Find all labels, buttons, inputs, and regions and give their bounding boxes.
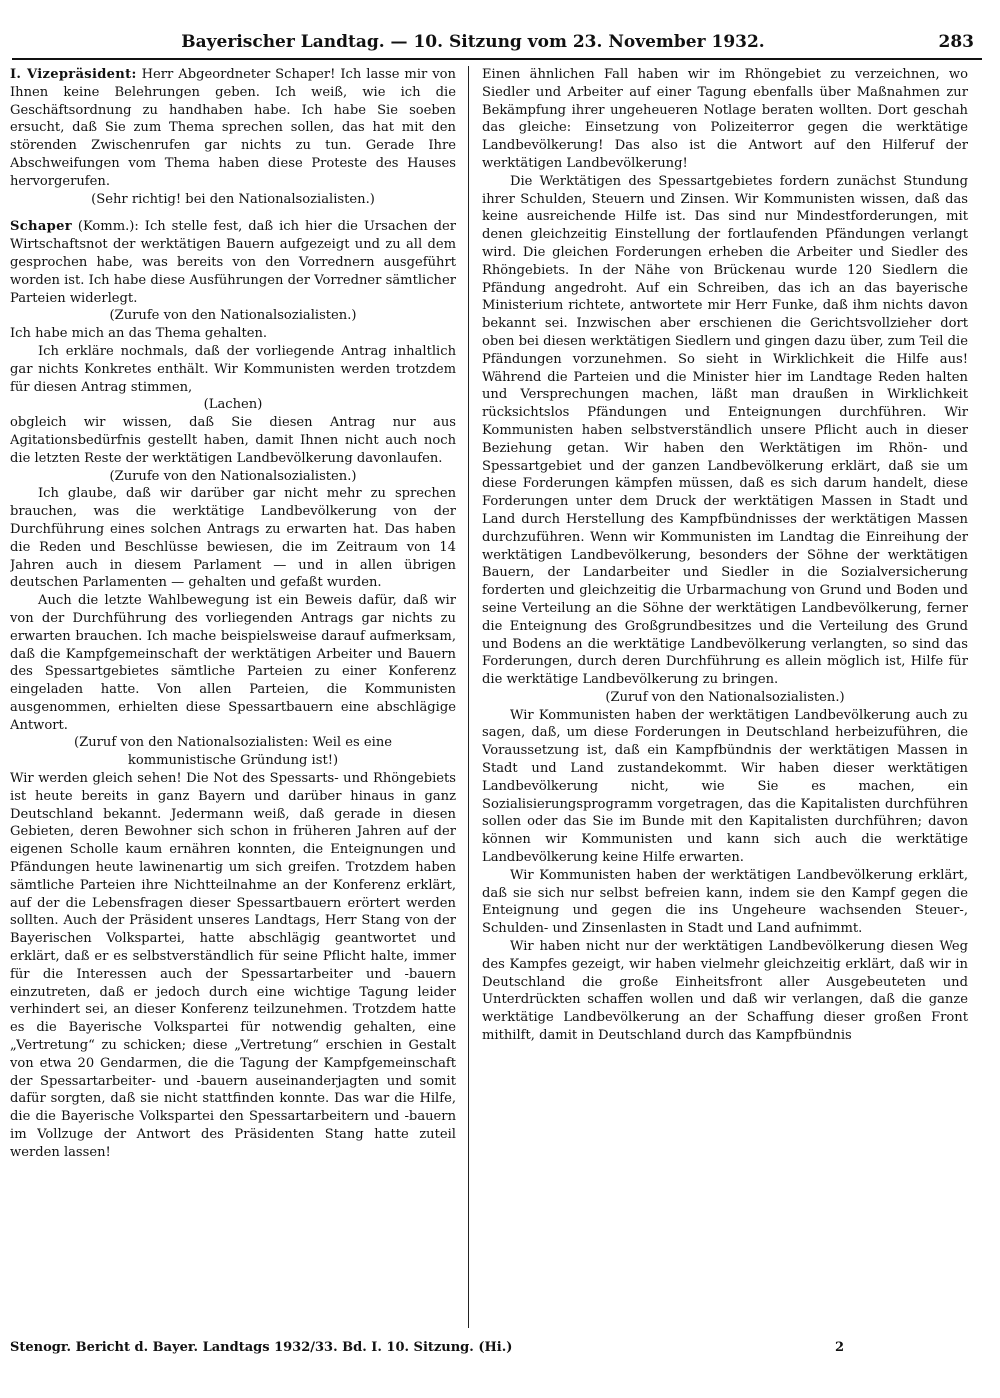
speaker-name: I. Vizepräsident: <box>10 67 137 82</box>
paragraph: Die Werktätigen des Spessartgebietes fordern zunächst Stundung ihrer Schulden, Steuern und Zinsen. Wir Kommunisten wissen, daß das keine ausreichende Hilfe ist. Das sind nur Mindestforderungen, mit denen gleichzeitig Einstellung der fortlaufenden Pfändungen verlangt wird. Die gleichen Forderungen erheben die Arbeiter und Siedler des Rhöngebiets. In der Nähe von Brückenau wurde 120 Siedlern die Pfändung angedroht. Auf ein Schreiben, das ich an das bayerische Ministerium richtete, antwortete mir Herr Funke, daß ihm nichts davon bekannt sei. Inzwischen aber erschienen die Gerichtsvollzieher dort oben bei diesen werktätigen Siedlern und gingen dazu über, zum Teil die Pfändungen vorzunehmen. So sieht in Wirklichkeit die Hilfe aus! Während die Parteien und die Minister hier im Landtage Reden halten und Versprechungen machen, läßt man draußen in Wirklichkeit rücksichtslos Pfändungen und Enteignungen durchführen. Wir Kommunisten haben selbstverständlich unsere Pflicht auch in dieser Beziehung getan. Wir haben den Werktätigen im Rhön- und Spessartgebiet und der ganzen Landbevölkerung erklärt, daß sie um diese Forderungen kämpfen müssen, daß es sich darum handelt, diese Forderungen unter dem Druck der werktätigen Massen in Stadt und Land durch Herstellung des Kampfbündnisses der werktätigen Massen durchzuführen. Wenn wir Kommunisten im Landtag die Einreihung der werktätigen Landbevölkerung, besonders der Söhne der werktätigen Bauern, der Landarbeiter und Siedler in die Sozialversicherung forderten und gleichzeitig die Urbarmachung von Grund und Boden und seine Verteilung an die Söhne der werktätigen Landbevölkerung, ferner die Enteignung des Großgrundbesitzes und die Verteilung des Grund und Bodens an die werktätige Landbevölkerung verlangten, so sind das Forderungen, durch deren Durchführung es allein möglich ist, Hilfe für die werktätige Landbevölkerung zu bringen. <box>482 173 968 688</box>
paragraph: Ich glaube, daß wir darüber gar nicht mehr zu sprechen brauchen, was die werktätige Landbevölkerung von der Durchführung eines solchen Antrags zu erwarten hat. Das haben die Reden und Beschlüsse bewiesen, die im Zeitraum von 14 Jahren auch in diesem Parlament — und in allen übrigen deutschen Parlamenten — gehalten und gefaßt wurden. <box>10 486 456 591</box>
footer-signature-mark: 2 <box>834 1340 844 1355</box>
paragraph: Ich habe mich an das Thema gehalten. <box>10 326 268 342</box>
interjection: (Zurufe von den Nationalsozialisten.) <box>109 308 357 324</box>
paragraph: Auch die letzte Wahlbewegung ist ein Beweis dafür, daß wir von der Durchführung des vorliegenden Antrags gar nichts zu erwarten brauchen. Ich mache beispielsweise darauf aufmerksam, daß die Kampfgemeinschaft der werktätigen Arbeiter und Bauern des Spessartgebietes sämtliche Parteien zu einer Konferenz eingeladen hatte. Von allen Parteien, die Kommunisten ausgenommen, erhielten diese Spessartbauern eine abschlägige Antwort. <box>10 593 456 733</box>
column-divider <box>468 66 469 1328</box>
speaker-name: Schaper <box>10 219 72 235</box>
page-number: 283 <box>938 32 974 52</box>
right-column <box>482 66 968 1336</box>
left-column <box>10 66 456 1336</box>
footer-source: Stenogr. Bericht d. Bayer. Landtags 1932/33. Bd. I. 10. Sitzung. (Hi.) <box>10 1340 513 1355</box>
paragraph: Wir haben nicht nur der werktätigen Landbevölkerung diesen Weg des Kampfes gezeigt, wir haben vielmehr gleichzeitig erklärt, daß wir in Deutschland die große Einheitsfront aller Ausgebeuteten und Unterdrückten schaffen wollen und daß wir verlangen, daß die ganze werktätige Landbevölkerung an der Schaffung dieser großen Front mithilft, damit in Deutschland durch das Kampfbündnis <box>482 939 968 1044</box>
paragraph: Ich erkläre nochmals, daß der vorliegende Antrag inhaltlich gar nichts Konkretes enthält. Wir Kommunisten werden trotzdem für diesen Antrag stimmen, <box>10 343 456 395</box>
paragraph: obgleich wir wissen, daß Sie diesen Antrag nur aus Agitationsbedürfnis gestellt haben, damit Ihnen nicht auch noch die letzten Reste der werktätigen Landbevölkerung davonlaufen. <box>10 415 456 466</box>
interjection: (Lachen) <box>203 397 263 413</box>
interjection: kommunistische Gründung ist!) <box>127 753 339 769</box>
speech-text: (Komm.): Ich stelle fest, daß ich hier die Ursachen der Wirtschaftsnot der werktätigen Bauern aufgezeigt und zu all dem gesprochen habe, was bereits von den Vorrednern ausgeführt worden ist. Ich habe diese Ausführungen der Vorredner sämtlicher Parteien widerlegt. <box>10 219 456 306</box>
paragraph <box>10 218 456 307</box>
interjection: (Sehr richtig! bei den Nationalsozialisten.) <box>91 191 375 207</box>
interjection: (Zuruf von den Nationalsozialisten.) <box>605 689 845 705</box>
paragraph: Wir werden gleich sehen! Die Not des Spessarts- und Rhöngebiets ist heute bereits in ganz Bayern und darüber hinaus in ganz Deutschland bekannt. Jedermann weiß, daß gerade in diesen Gebieten, deren Bewohner sich schon in früheren Jahren auf der eigenen Scholle kaum ernähren konnten, die Enteignungen und Pfändungen heute lawinenartig um sich greifen. Trotzdem haben sämtliche Parteien ihre Nichtteilnahme an der Konferenz erklärt, auf der die Lebensfragen dieser Spessartbauern erörtert werden sollten. Auch der Präsident unseres Landtags, Herr Stang von der Bayerischen Volkspartei, hatte abschlägig geantwortet und erklärt, daß er es selbstverständlich für seine Pflicht halte, immer für die Interessen auch der Spessartarbeiter und -bauern einzutreten, daß er jedoch durch eine wichtige Tagung leider verhindert sei, an dieser Konferenz teilzunehmen. Trotzdem hatte es die Bayerische Volkspartei für notwendig gehalten, eine „Vertretung“ zu schicken; diese „Vertretung“ erschien in Gestalt von etwa 20 Gendarmen, die die Tagung der Kampfgemeinschaft der Spessartarbeiter- und -bauern auseinanderjagten und somit dafür sorgten, daß sie nicht stattfinden konnte. Das war die Hilfe, die die Bayerische Volkspartei den Spessartarbeitern und -bauern im Vollzuge der Antwort des Präsidenten Stang hatte zuteil werden lassen! <box>10 771 456 1160</box>
paragraph: Wir Kommunisten haben der werktätigen Landbevölkerung erklärt, daß sie sich nur selbst befreien kann, indem sie den Kampf gegen die Enteignung und gegen die ins Ungeheure wachsenden Steuer-, Schulden- und Zinsenlasten in Stadt und Land aufnimmt. <box>482 867 968 937</box>
header-rule <box>12 58 982 60</box>
paragraph <box>10 66 456 191</box>
page-footer <box>10 1340 970 1362</box>
interjection: (Zuruf von den Nationalsozialisten: Weil es eine <box>74 735 392 751</box>
interjection: (Zurufe von den Nationalsozialisten.) <box>109 468 357 484</box>
page-header <box>8 28 992 58</box>
running-title: Bayerischer Landtag. — 10. Sitzung vom 23. November 1932. <box>181 32 765 52</box>
paragraph: Einen ähnlichen Fall haben wir im Rhöngebiet zu verzeichnen, wo Siedler und Arbeiter auf einer Tagung ebenfalls über Maßnahmen zur Bekämpfung ihrer ungeheueren Notlage beraten wollten. Dort geschah das gleiche: Einsetzung von Polizeiterror gegen die werktätige Landbevölkerung! Das also ist die Antwort auf den Hilferuf der werktätigen Landbevölkerung! <box>482 67 968 171</box>
speech-text: Herr Abgeordneter Schaper! Ich lasse mir von Ihnen keine Belehrungen geben. Ich weiß, wie ich die Geschäftsordnung zu handhaben habe. Ich habe Sie soeben ersucht, daß Sie zum Thema sprechen sollen, das hat mit den störenden Zwischenrufen gar nichts zu tun. Gerade Ihre Abschweifungen vom Thema haben diese Proteste des Hauses hervorgerufen. <box>10 67 456 189</box>
paragraph: Wir Kommunisten haben der werktätigen Landbevölkerung auch zu sagen, daß, um diese Forderungen in Deutschland herbeizuführen, die Voraussetzung ist, daß ein Kampfbündnis der werktätigen Massen in Stadt und Land zustandekommt. Wir haben dieser werktätigen Landbevölkerung nicht, wie Sie es machen, ein Sozialisierungsprogramm vorgetragen, das die Kapitalisten durchführen sollen oder das Sie im Bunde mit den Kapitalisten durchführen; davon können wir Kommunisten und kann sich auch die werktätige Landbevölkerung keine Hilfe erwarten. <box>482 707 968 866</box>
